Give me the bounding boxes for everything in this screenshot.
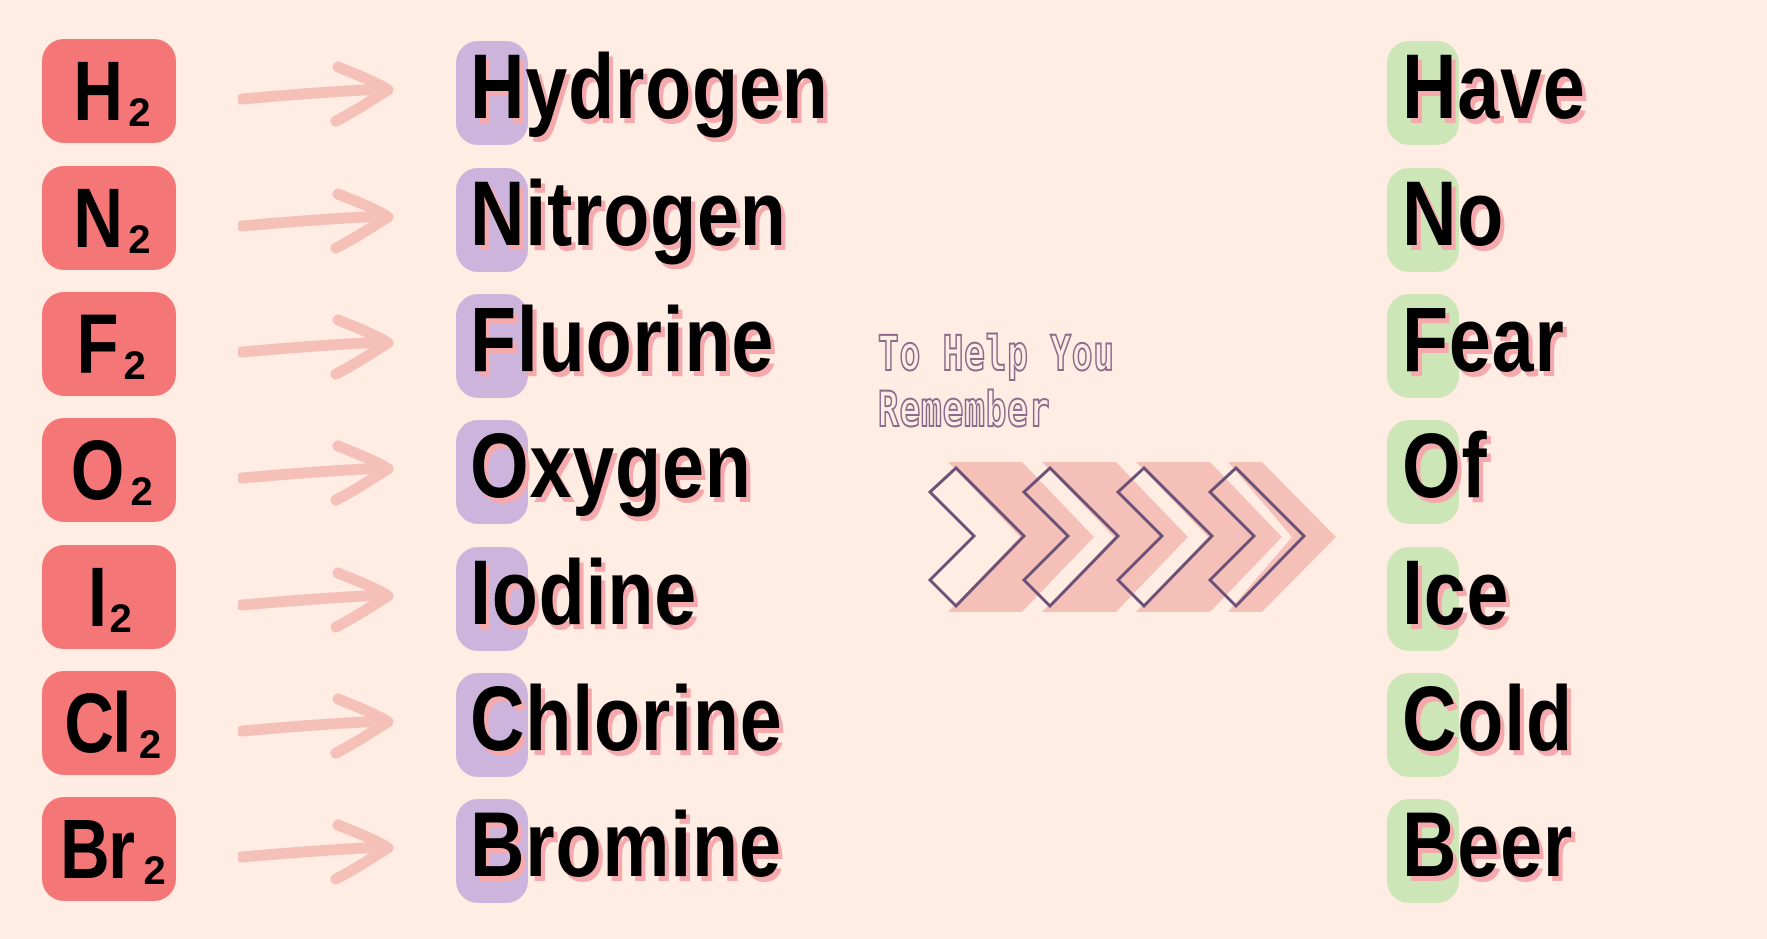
symbol-subscript: 2 <box>143 848 166 893</box>
symbol-box <box>42 545 176 649</box>
symbol-box <box>42 797 176 901</box>
symbol: N <box>72 171 121 265</box>
symbol: F <box>76 297 118 391</box>
row-iodine <box>0 542 1767 649</box>
element-name: Chlorine <box>470 668 783 770</box>
mnemonic-word: Fear <box>1402 289 1565 391</box>
row-chlorine <box>0 668 1767 775</box>
mnemonic-word: Cold <box>1402 668 1573 770</box>
symbol-subscript: 2 <box>130 469 153 514</box>
element-name: Iodine <box>470 542 698 644</box>
chevrons-graphic <box>920 462 1340 622</box>
row-bromine <box>0 794 1767 901</box>
symbol-box <box>42 671 176 775</box>
right-arrow-icon <box>238 691 398 761</box>
element-name: Oxygen <box>470 415 752 517</box>
element-name: Fluorine <box>470 289 775 391</box>
mnemonic-word: Ice <box>1402 542 1510 644</box>
row-nitrogen <box>0 163 1767 270</box>
element-name: Nitrogen <box>470 163 787 265</box>
symbol: Cl <box>64 676 130 770</box>
element-name: Hydrogen <box>470 36 829 138</box>
right-arrow-icon <box>238 565 398 635</box>
symbol-subscript: 2 <box>128 217 151 262</box>
caption-line-2: Remember <box>878 382 1051 438</box>
caption-line-1: To Help You <box>878 326 1115 382</box>
symbol-box <box>42 292 176 396</box>
right-arrow-icon <box>238 312 398 382</box>
mnemonic-word: Have <box>1402 36 1586 138</box>
symbol: Br <box>60 802 134 896</box>
mnemonic-word: Beer <box>1402 794 1574 896</box>
symbol-subscript: 2 <box>109 596 132 641</box>
symbol-subscript: 2 <box>128 90 151 135</box>
symbol: I <box>88 550 106 644</box>
symbol-box <box>42 418 176 522</box>
right-arrow-icon <box>238 186 398 256</box>
symbol-box <box>42 39 176 143</box>
symbol-subscript: 2 <box>138 722 162 767</box>
row-hydrogen <box>0 36 1767 143</box>
symbol: H <box>72 44 121 138</box>
mnemonic-word: Of <box>1402 415 1488 517</box>
right-arrow-icon <box>238 438 398 508</box>
element-name: Bromine <box>470 794 782 896</box>
symbol-box <box>42 166 176 270</box>
symbol-subscript: 2 <box>123 343 146 388</box>
right-arrow-icon <box>238 59 398 129</box>
right-arrow-icon <box>238 817 398 887</box>
symbol: O <box>70 423 123 517</box>
mnemonic-word: No <box>1402 163 1505 265</box>
